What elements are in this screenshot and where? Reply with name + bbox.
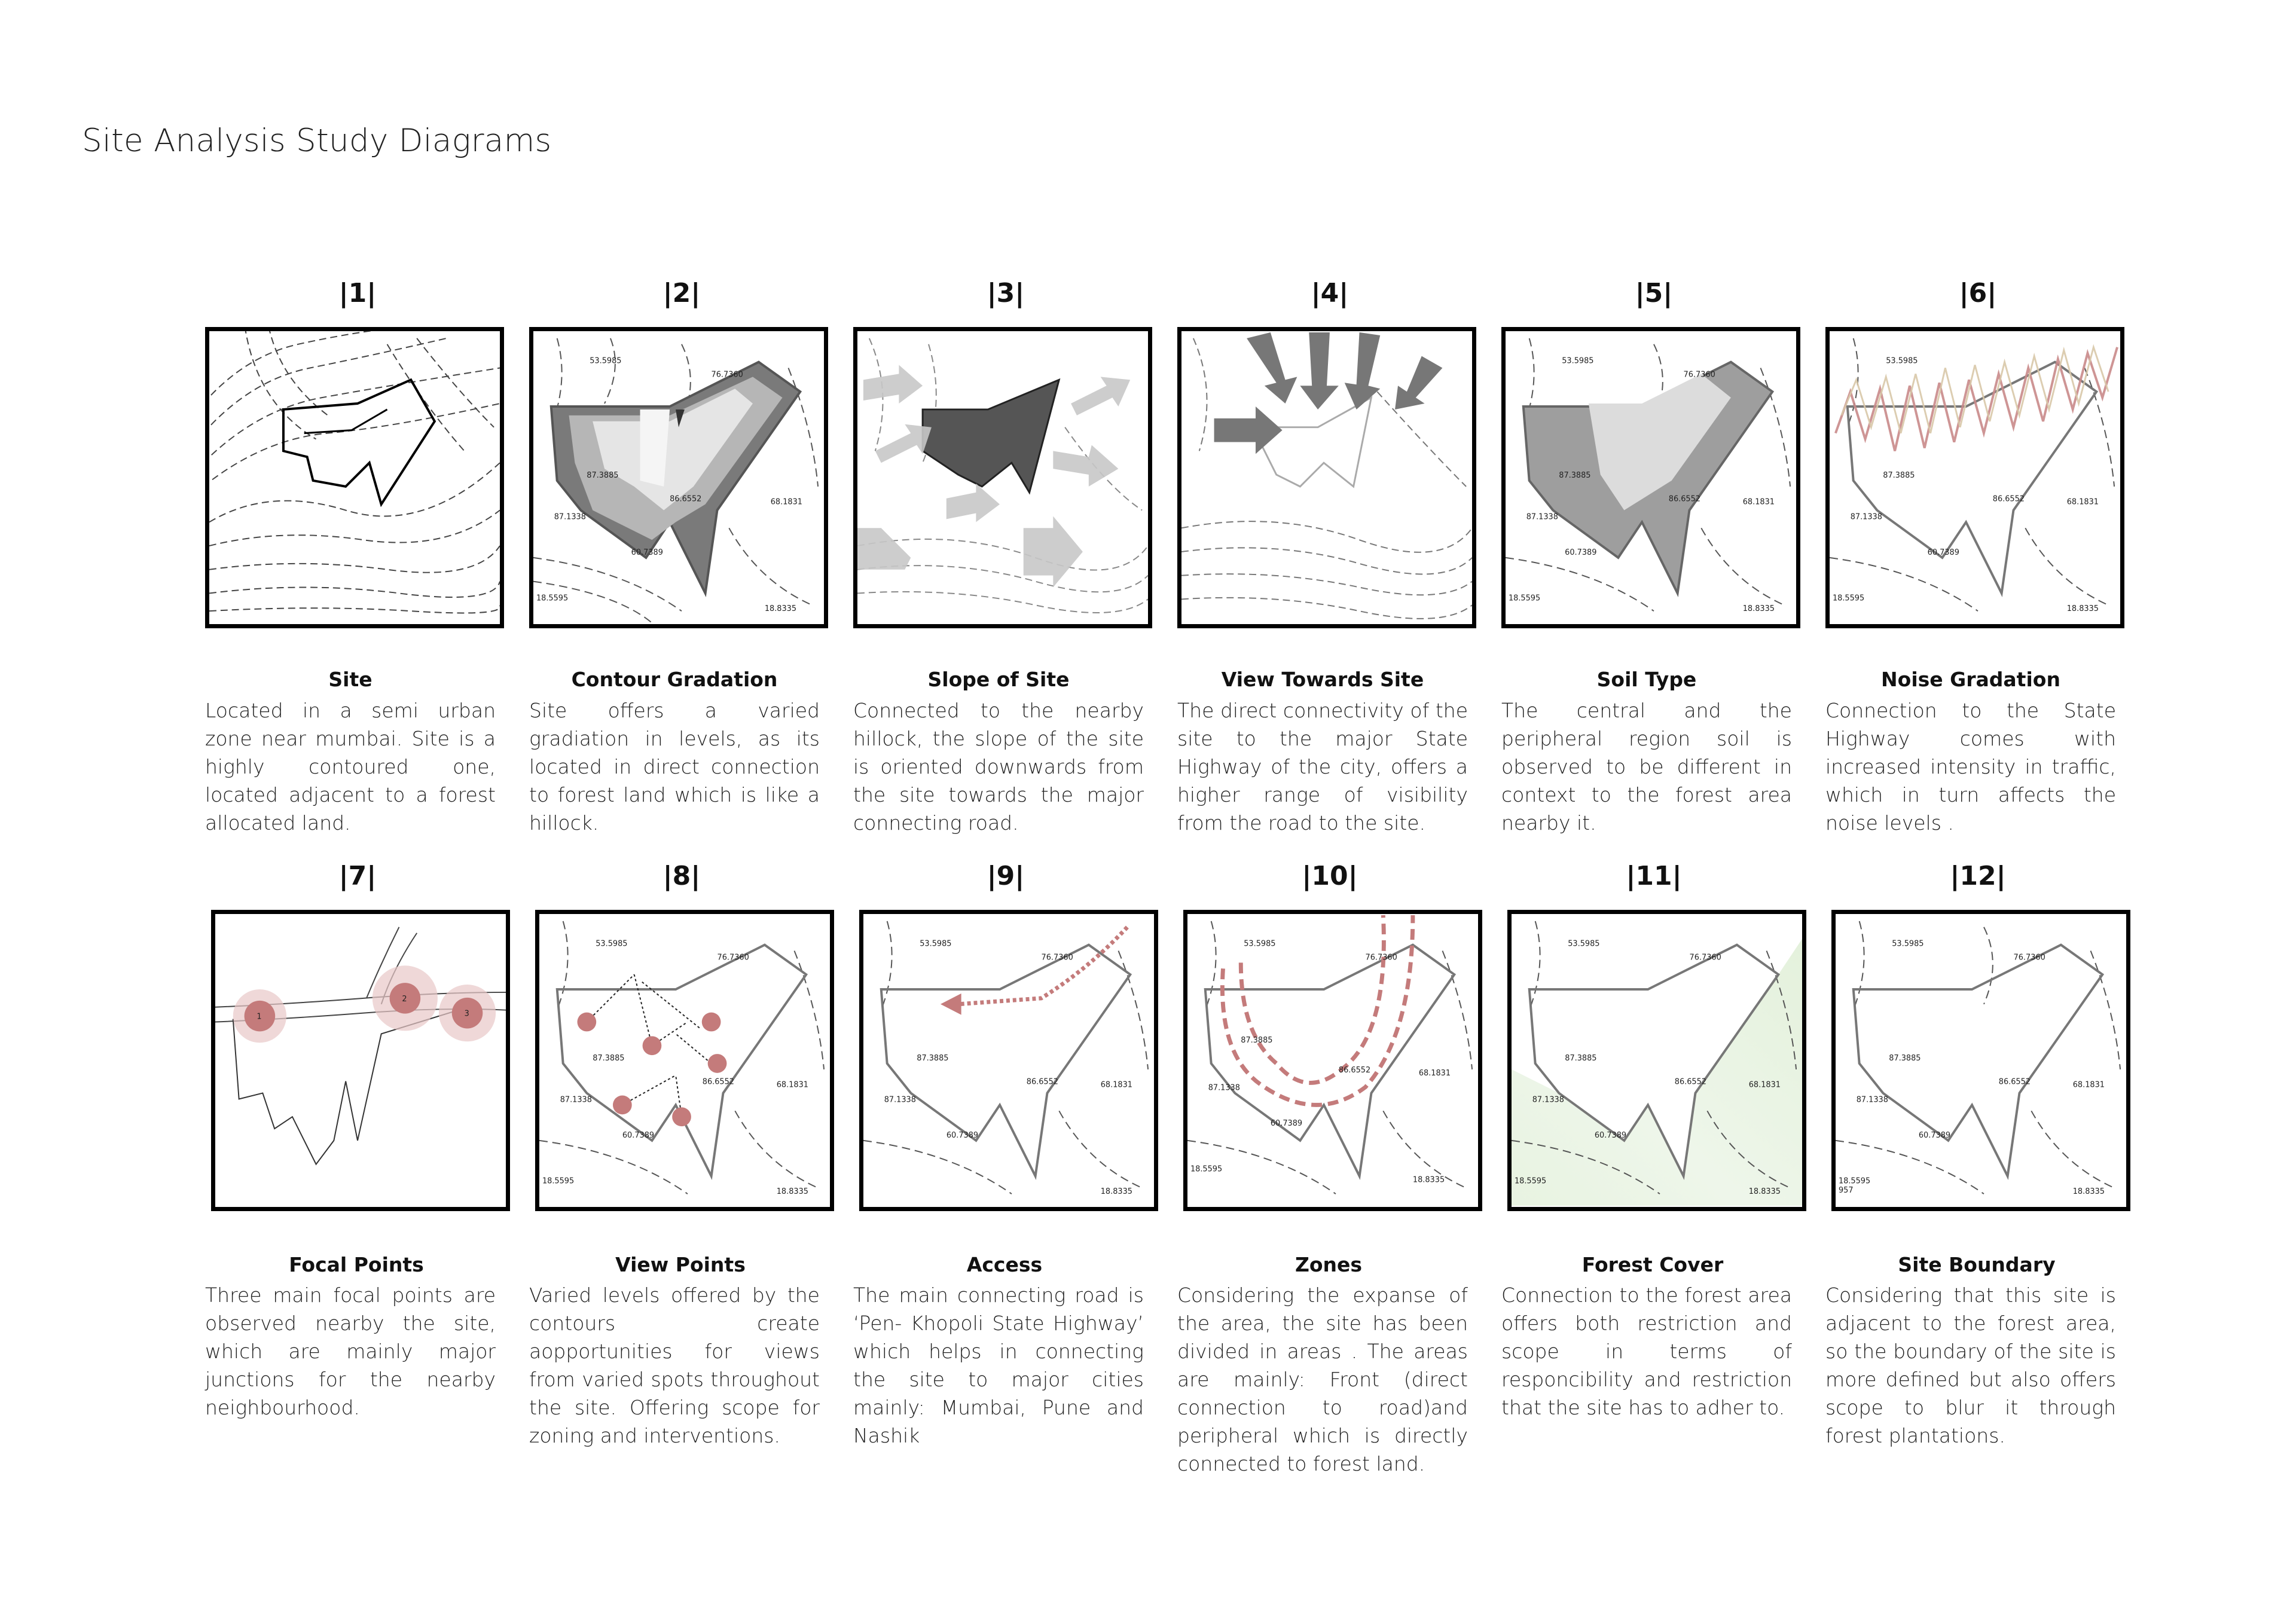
panel-number: |3|: [987, 278, 1025, 308]
level-label: 68.1831: [776, 1080, 808, 1090]
level-label: 87.1338: [1850, 512, 1882, 522]
panel-number: |2|: [662, 278, 701, 308]
level-label: 87.3885: [1565, 1054, 1597, 1063]
panel-title: Site: [328, 668, 373, 691]
focal-points-diagram: [211, 910, 510, 1211]
panel-description: Three main focal points are observed nearby the site, which are mainly major junctions for the nearby neighbourhood.: [205, 1283, 496, 1419]
level-label: 53.5985: [1568, 939, 1600, 949]
level-label: 86.6552: [702, 1077, 735, 1087]
soil-diagram: [1501, 327, 1800, 628]
level-label: 53.5985: [1886, 356, 1918, 366]
level-label: 60.7389: [1594, 1130, 1627, 1140]
panel-title: View Points: [615, 1253, 746, 1276]
level-label: 68.1831: [2066, 497, 2099, 507]
level-label: 53.5985: [920, 939, 952, 949]
focal-label: 1: [257, 1012, 262, 1022]
level-label: 87.3885: [1889, 1054, 1921, 1063]
level-label: 68.1831: [1748, 1080, 1781, 1090]
level-label: 18.5595: [536, 594, 569, 603]
panel-title: View Towards Site: [1221, 668, 1424, 691]
zones-diagram: [1183, 910, 1482, 1211]
panel-description: Considering that this site is adjacent to the forest area, so the boundary of the site is more defined but also offers scope to blur it through forest plantations.: [1825, 1283, 2116, 1447]
panel-number: |9|: [987, 861, 1025, 891]
level-label: 76.7360: [1683, 370, 1715, 380]
level-label: 68.1831: [1418, 1068, 1451, 1078]
level-label: 86.6552: [1674, 1077, 1707, 1087]
level-label: 957: [1838, 1186, 1854, 1196]
panel-number: |1|: [338, 278, 377, 308]
panel-number: |5|: [1635, 278, 1673, 308]
panel-title: Zones: [1294, 1253, 1363, 1276]
level-label: 68.1831: [1742, 497, 1775, 507]
level-label: 60.7389: [1927, 548, 1959, 557]
view-points-diagram: [535, 910, 834, 1211]
level-label: 53.5985: [596, 939, 628, 949]
level-label: 86.6552: [1998, 1077, 2031, 1087]
level-label: 60.7389: [1918, 1130, 1951, 1140]
panel-description: The central and the peripheral region soil is observed to be different in context to the forest area nearby it.: [1501, 699, 1792, 835]
panel-number: |6|: [1959, 278, 1997, 308]
level-label: 18.5595: [542, 1176, 575, 1186]
panel-number: |8|: [662, 861, 701, 891]
level-label: 53.5985: [1892, 939, 1924, 949]
level-label: 87.3885: [587, 471, 619, 480]
view-diagram: [1177, 327, 1476, 628]
level-label: 18.5595: [1514, 1176, 1547, 1186]
level-label: 18.5595: [1832, 594, 1865, 603]
panel-description: The direct connectivity of the site to the major State Highway of the city, offers a higher range of visibility from the road to the site.: [1177, 699, 1468, 835]
level-label: 76.7360: [1689, 953, 1721, 962]
level-label: 18.5595: [1190, 1164, 1223, 1174]
level-label: 87.1338: [560, 1095, 592, 1105]
level-label: 18.8335: [1742, 604, 1775, 614]
level-label: 76.7360: [1365, 953, 1397, 962]
level-label: 87.3885: [593, 1054, 625, 1063]
level-label: 53.5985: [1244, 939, 1276, 949]
level-label: 18.5595: [1838, 1176, 1871, 1186]
panel-description: Located in a semi urban zone near mumbai. Site is a highly contoured one, located adjacent to a forest allocated land.: [205, 699, 496, 835]
level-label: 76.7360: [711, 370, 743, 380]
level-label: 53.5985: [590, 356, 622, 366]
level-label: 18.8335: [1748, 1187, 1781, 1197]
panel-title: Noise Gradation: [1881, 668, 2060, 691]
level-label: 18.8335: [1412, 1175, 1445, 1185]
level-label: 87.3885: [1883, 471, 1915, 480]
site-diagram: [205, 327, 504, 628]
panel-description: Varied levels offered by the contours create aopportunities for views from varied spots throughout the site. Offering scope for zoning and interventions.: [529, 1283, 820, 1447]
noise-diagram: [1825, 327, 2124, 628]
level-label: 53.5985: [1562, 356, 1594, 366]
level-label: 87.3885: [917, 1054, 949, 1063]
level-label: 87.1338: [1532, 1095, 1564, 1105]
panel-number: |12|: [1950, 861, 2006, 891]
focal-label: 3: [464, 1009, 469, 1019]
level-label: 18.8335: [1100, 1187, 1132, 1197]
panel-description: Connected to the nearby hillock, the slope of the site is oriented downwards from the site towards the major connecting road.: [853, 699, 1144, 835]
level-label: 18.8335: [764, 604, 797, 614]
level-label: 87.3885: [1241, 1036, 1273, 1046]
level-label: 68.1831: [1100, 1080, 1132, 1090]
level-label: 76.7360: [2013, 953, 2045, 962]
slope-diagram: [853, 327, 1152, 628]
panel-number: |7|: [338, 861, 377, 891]
panel-title: Focal Points: [289, 1253, 424, 1276]
level-label: 86.6552: [1338, 1065, 1371, 1075]
panel-title: Contour Gradation: [571, 668, 778, 691]
contour-gradation-diagram: [529, 327, 828, 628]
site-boundary-diagram: [1831, 910, 2130, 1211]
forest-cover-diagram: [1507, 910, 1806, 1211]
panel-description: Considering the expanse of the area, the site has been divided in areas . The areas are mainly: Front (direct connection to road)and peripheral which is directly connected to forest land.: [1177, 1283, 1468, 1475]
level-label: 60.7389: [631, 548, 663, 557]
focal-label: 2: [402, 994, 407, 1004]
level-label: 86.6552: [1026, 1077, 1059, 1087]
level-label: 87.1338: [1856, 1095, 1888, 1105]
level-label: 68.1831: [770, 497, 802, 507]
site-boundary: [283, 380, 435, 504]
forest-area: [1512, 939, 1802, 1206]
contour-lines: [209, 331, 500, 613]
level-label: 68.1831: [2072, 1080, 2105, 1090]
level-label: 60.7389: [946, 1130, 979, 1140]
panel-title: Soil Type: [1596, 668, 1697, 691]
level-label: 18.8335: [2066, 604, 2099, 614]
level-label: 86.6552: [1992, 494, 2025, 504]
panel-description: The main connecting road is ‘Pen- Khopoli State Highway’ which helps in connecting the site to major cities mainly: Mumbai, Pune and Nashik: [853, 1283, 1144, 1447]
panel-number: |4|: [1311, 278, 1349, 308]
level-label: 86.6552: [670, 494, 702, 504]
panel-title: Site Boundary: [1898, 1253, 2056, 1276]
panel-title: Slope of Site: [927, 668, 1070, 691]
level-label: 60.7389: [1270, 1119, 1303, 1129]
panel-description: Site offers a varied gradiation in levels, as its located in direct connection to forest land which is like a hillock.: [529, 699, 820, 835]
level-label: 86.6552: [1668, 494, 1701, 504]
level-label: 87.1338: [1208, 1083, 1240, 1093]
panel-title: Forest Cover: [1581, 1253, 1724, 1276]
panel-title: Access: [966, 1253, 1043, 1276]
site-map-svg: [209, 331, 500, 624]
level-label: 76.7360: [717, 953, 749, 962]
level-label: 18.8335: [2072, 1187, 2105, 1197]
panel-description: Connection to the State Highway comes with increased intensity in traffic, which in turn affects the noise levels .: [1825, 699, 2116, 835]
level-label: 18.5595: [1508, 594, 1541, 603]
level-label: 87.1338: [884, 1095, 916, 1105]
level-label: 87.1338: [1526, 512, 1558, 522]
level-label: 87.3885: [1559, 471, 1591, 480]
level-label: 18.8335: [776, 1187, 808, 1197]
level-label: 60.7389: [1565, 548, 1597, 557]
panel-number: |10|: [1302, 861, 1358, 891]
level-label: 60.7389: [622, 1130, 655, 1140]
level-label: 76.7360: [1041, 953, 1073, 962]
level-label: 87.1338: [554, 512, 586, 522]
page-title: Site Analysis Study Diagrams: [82, 123, 552, 159]
access-diagram: [859, 910, 1158, 1211]
panel-description: Connection to the forest area offers both restriction and scope in terms of responcibility and restriction that the site has to adher to.: [1501, 1283, 1792, 1419]
panel-number: |11|: [1626, 861, 1682, 891]
